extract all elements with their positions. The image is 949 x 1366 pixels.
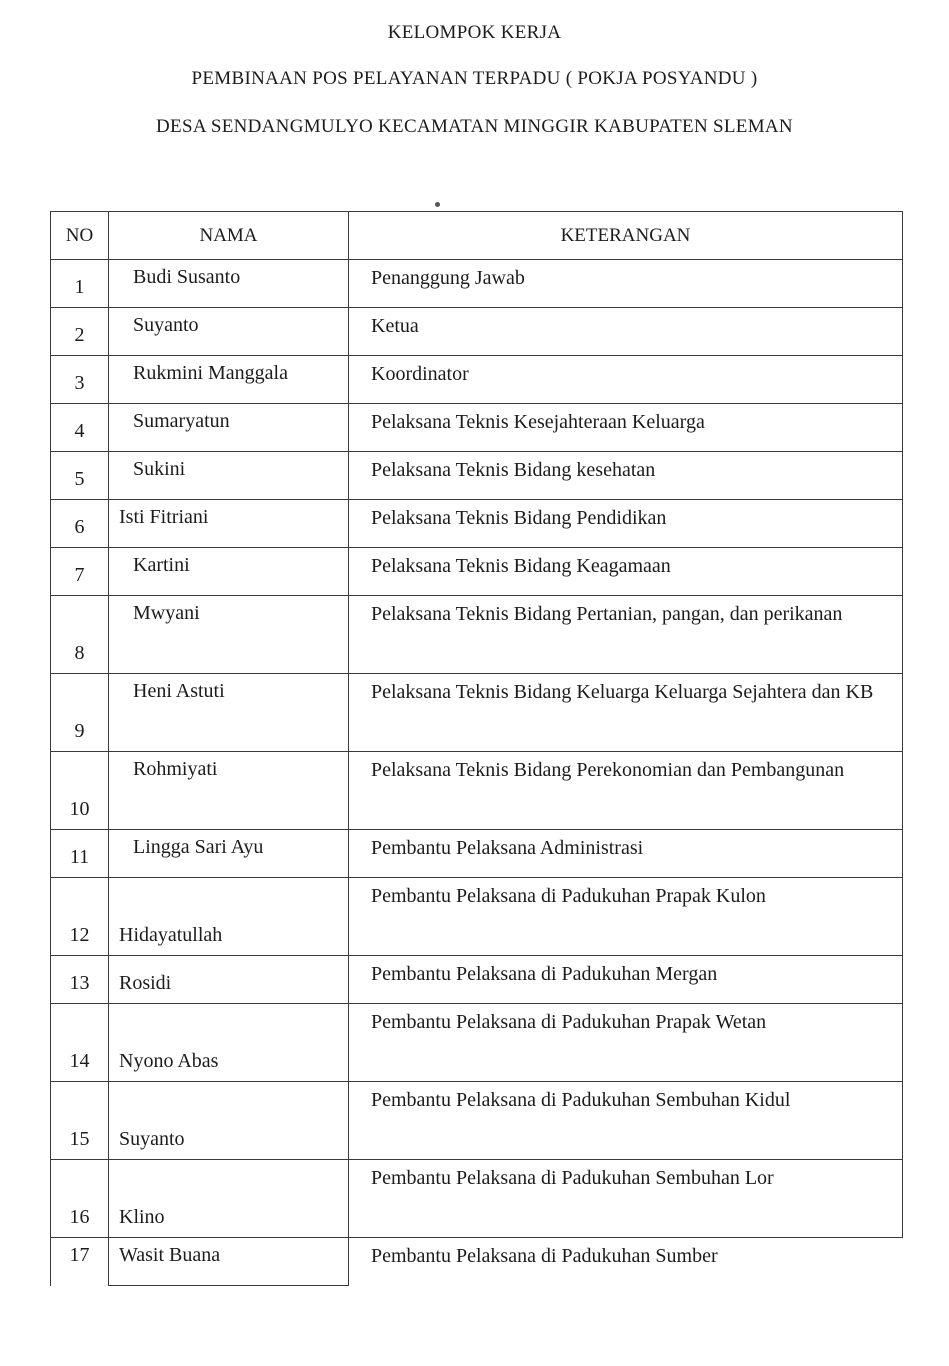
row-no: 14 <box>51 1004 109 1082</box>
row-name: Rohmiyati <box>109 752 349 830</box>
row-description: Pelaksana Teknis Bidang Pertanian, pangan, dan perikanan <box>349 596 903 674</box>
row-name: Heni Astuti <box>109 674 349 752</box>
table-row <box>51 752 903 830</box>
row-description: Penanggung Jawab <box>349 260 903 308</box>
table-row <box>51 830 903 878</box>
row-name: Suyanto <box>109 1082 349 1160</box>
row-no: 2 <box>51 308 109 356</box>
table-header-row <box>51 212 903 260</box>
table-row <box>51 1082 903 1160</box>
row-no: 15 <box>51 1082 109 1160</box>
table-row <box>51 500 903 548</box>
table-row <box>51 356 903 404</box>
row-name: Hidayatullah <box>109 878 349 956</box>
row-name: Sumaryatun <box>109 404 349 452</box>
table-row <box>51 548 903 596</box>
row-no: 1 <box>51 260 109 308</box>
row-name: Nyono Abas <box>109 1004 349 1082</box>
row-description: Pembantu Pelaksana di Padukuhan Prapak Kulon <box>349 878 903 956</box>
row-no: 16 <box>51 1160 109 1238</box>
row-no: 12 <box>51 878 109 956</box>
members-table <box>50 211 903 1286</box>
row-no: 6 <box>51 500 109 548</box>
row-no: 10 <box>51 752 109 830</box>
document-location: DESA SENDANGMULYO KECAMATAN MINGGIR KABUPATEN SLEMAN <box>156 116 793 137</box>
row-no: 8 <box>51 596 109 674</box>
table-row <box>51 404 903 452</box>
table-row <box>51 260 903 308</box>
table-row <box>51 308 903 356</box>
row-name: Rukmini Manggala <box>109 356 349 404</box>
row-no: 4 <box>51 404 109 452</box>
row-description: Pelaksana Teknis Bidang kesehatan <box>349 452 903 500</box>
scan-dot <box>435 202 440 207</box>
row-no: 17 <box>51 1238 109 1286</box>
row-no: 9 <box>51 674 109 752</box>
row-name: Suyanto <box>109 308 349 356</box>
table-row <box>51 674 903 752</box>
table-row <box>51 1238 903 1286</box>
row-description: Pembantu Pelaksana di Padukuhan Mergan <box>349 956 903 1004</box>
table-row <box>51 1004 903 1082</box>
row-description: Pembantu Pelaksana di Padukuhan Sembuhan Lor <box>349 1160 903 1238</box>
row-description: Pembantu Pelaksana di Padukuhan Prapak Wetan <box>349 1004 903 1082</box>
row-no: 7 <box>51 548 109 596</box>
document-subtitle: PEMBINAAN POS PELAYANAN TERPADU ( POKJA POSYANDU ) <box>191 68 758 89</box>
row-description: Pembantu Pelaksana di Padukuhan Sembuhan Kidul <box>349 1082 903 1160</box>
row-no: 11 <box>51 830 109 878</box>
row-description: Pelaksana Teknis Bidang Pendidikan <box>349 500 903 548</box>
table-row <box>51 878 903 956</box>
row-name: Budi Susanto <box>109 260 349 308</box>
row-name: Sukini <box>109 452 349 500</box>
row-description: Pembantu Pelaksana di Padukuhan Sumber <box>349 1238 903 1286</box>
table-row <box>51 452 903 500</box>
document-title: KELOMPOK KERJA <box>387 22 562 43</box>
table-row <box>51 596 903 674</box>
row-name: Lingga Sari Ayu <box>109 830 349 878</box>
row-name: Wasit Buana <box>109 1238 349 1286</box>
row-description: Pelaksana Teknis Kesejahteraan Keluarga <box>349 404 903 452</box>
row-description: Pelaksana Teknis Bidang Keagamaan <box>349 548 903 596</box>
header-name: NAMA <box>109 212 349 260</box>
row-name: Kartini <box>109 548 349 596</box>
table-row <box>51 956 903 1004</box>
row-name: Isti Fitriani <box>109 500 349 548</box>
header-description: KETERANGAN <box>349 212 903 260</box>
header-no: NO <box>51 212 109 260</box>
row-no: 5 <box>51 452 109 500</box>
row-description: Pelaksana Teknis Bidang Perekonomian dan Pembangunan <box>349 752 903 830</box>
row-description: Koordinator <box>349 356 903 404</box>
row-name: Klino <box>109 1160 349 1238</box>
row-description: Pembantu Pelaksana Administrasi <box>349 830 903 878</box>
row-name: Rosidi <box>109 956 349 1004</box>
table-row <box>51 1160 903 1238</box>
row-description: Pelaksana Teknis Bidang Keluarga Keluarga Sejahtera dan KB <box>349 674 903 752</box>
row-description: Ketua <box>349 308 903 356</box>
row-name: Mwyani <box>109 596 349 674</box>
row-no: 3 <box>51 356 109 404</box>
row-no: 13 <box>51 956 109 1004</box>
